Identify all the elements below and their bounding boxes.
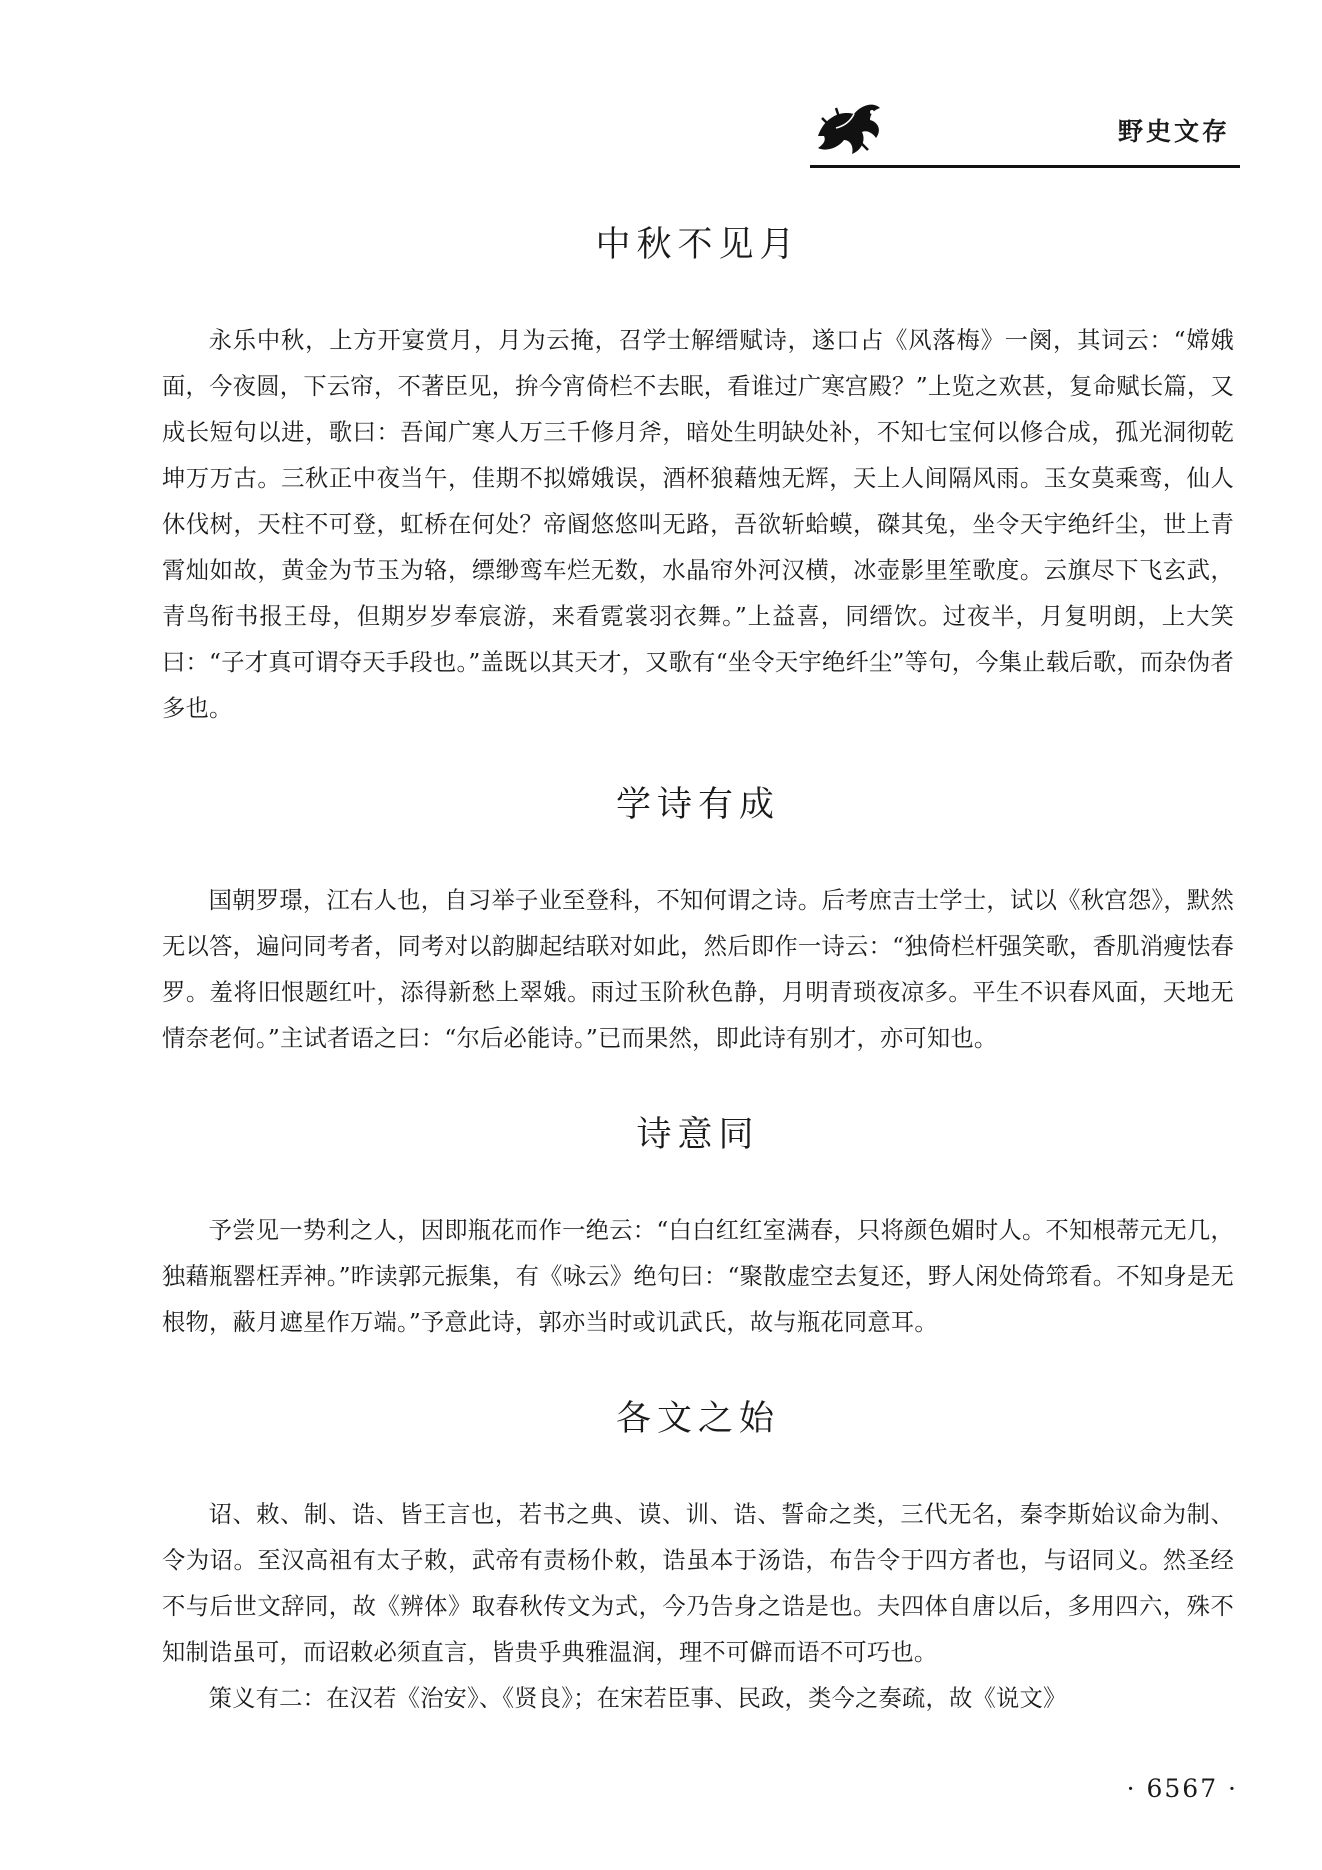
section-title: 各文之始	[615, 1399, 780, 1439]
section-learning-poetry	[162, 780, 1234, 1062]
section-title: 中秋不见月	[595, 225, 801, 265]
section-paragraph: 予尝见一势利之人，因即瓶花而作一绝云：“白白红红室满春，只将颜色媚时人。不知根蒂元无几，独藉瓶罂枉弄神。”昨读郭元振集，有《咏云》绝句曰：“聚散虚空去复还，野人闲处倚筇看。不知身是无根物，蔽月遮星作万端。”予意此诗，郭亦当时或讥武氏，故与瓶花同意耳。	[162, 1217, 1234, 1336]
section-same-meaning	[162, 1110, 1234, 1346]
section-paragraph: 永乐中秋，上方开宴赏月，月为云掩，召学士解缙赋诗，遂口占《风落梅》一阕，其词云：“嫦娥面，今夜圆，下云帘，不著臣见，拚今宵倚栏不去眠，看谁过广寒宫殿？”上览之欢甚，复命赋长篇，又成长短句以进，歌曰：吾闻广寒人万三千修月斧，暗处生明缺处补，不知七宝何以修合成，孤光洞彻乾坤万万古。三秋正中夜当午，佳期不拟嫦娥误，酒杯狼藉烛无辉，天上人间隔风雨。玉女莫乘鸾，仙人休伐树，天柱不可登，虹桥在何处？帝阍悠悠叫无路，吾欲斩蛤蟆，磔其兔，坐令天宇绝纤尘，世上青霄灿如故，黄金为节玉为辂，缥缈鸾车烂无数，水晶帘外河汉横，冰壶影里笙歌度。云旗尽下飞玄武，青鸟衔书报王母，但期岁岁奉宸游，来看霓裳羽衣舞。”上益喜，同缙饮。过夜半，月复明朗，上大笑曰：“子才真可谓夺天手段也。”盖既以其天才，又歌有“坐令天宇绝纤尘”等句，今集止载后歌，而杂伪者多也。	[162, 327, 1234, 722]
section-title: 诗意同	[636, 1115, 760, 1155]
section-paragraph: 国朝罗璟，江右人也，自习举子业至登科，不知何谓之诗。后考庶吉士学士，试以《秋宫怨》，默然无以答，遍问同考者，同考对以韵脚起结联对如此，然后即作一诗云：“独倚栏杆强笑歌，香肌消瘦怯春罗。羞将旧恨题红叶，添得新愁上翠娥。雨过玉阶秋色静，月明青琐夜凉多。平生不识春风面，天地无情奈老何。”主试者语之曰：“尔后必能诗。”已而果然，即此诗有别才，亦可知也。	[162, 887, 1234, 1052]
header-rule	[810, 165, 1240, 168]
section-title: 学诗有成	[615, 785, 780, 825]
page-content	[162, 200, 1234, 1722]
section-paragraph: 策义有二：在汉若《治安》、《贤良》；在宋若臣事、民政，类今之奏疏，故《说文》	[208, 1685, 1067, 1712]
section-mid-autumn	[162, 220, 1234, 732]
section-paragraph: 诏、敕、制、诰、皆王言也，若书之典、谟、训、诰、誓命之类，三代无名，秦李斯始议命为制、令为诏。至汉高祖有太子敕，武帝有责杨仆敕，诰虽本于汤诰，布告令于四方者也，与诏同义。然圣经不与后世文辞同，故《辨体》取春秋传文为式，今乃告身之诰是也。夫四体自唐以后，多用四六，殊不知制诰虽可，而诏敕必须直言，皆贵乎典雅温润，理不可僻而语不可巧也。	[162, 1501, 1234, 1666]
dragon-logo-icon	[810, 96, 888, 160]
page-number: · 6567 ·	[1126, 1774, 1238, 1803]
series-title: 野史文存	[1117, 117, 1230, 146]
running-header	[810, 96, 1240, 168]
section-origins-of-genres	[162, 1394, 1234, 1722]
